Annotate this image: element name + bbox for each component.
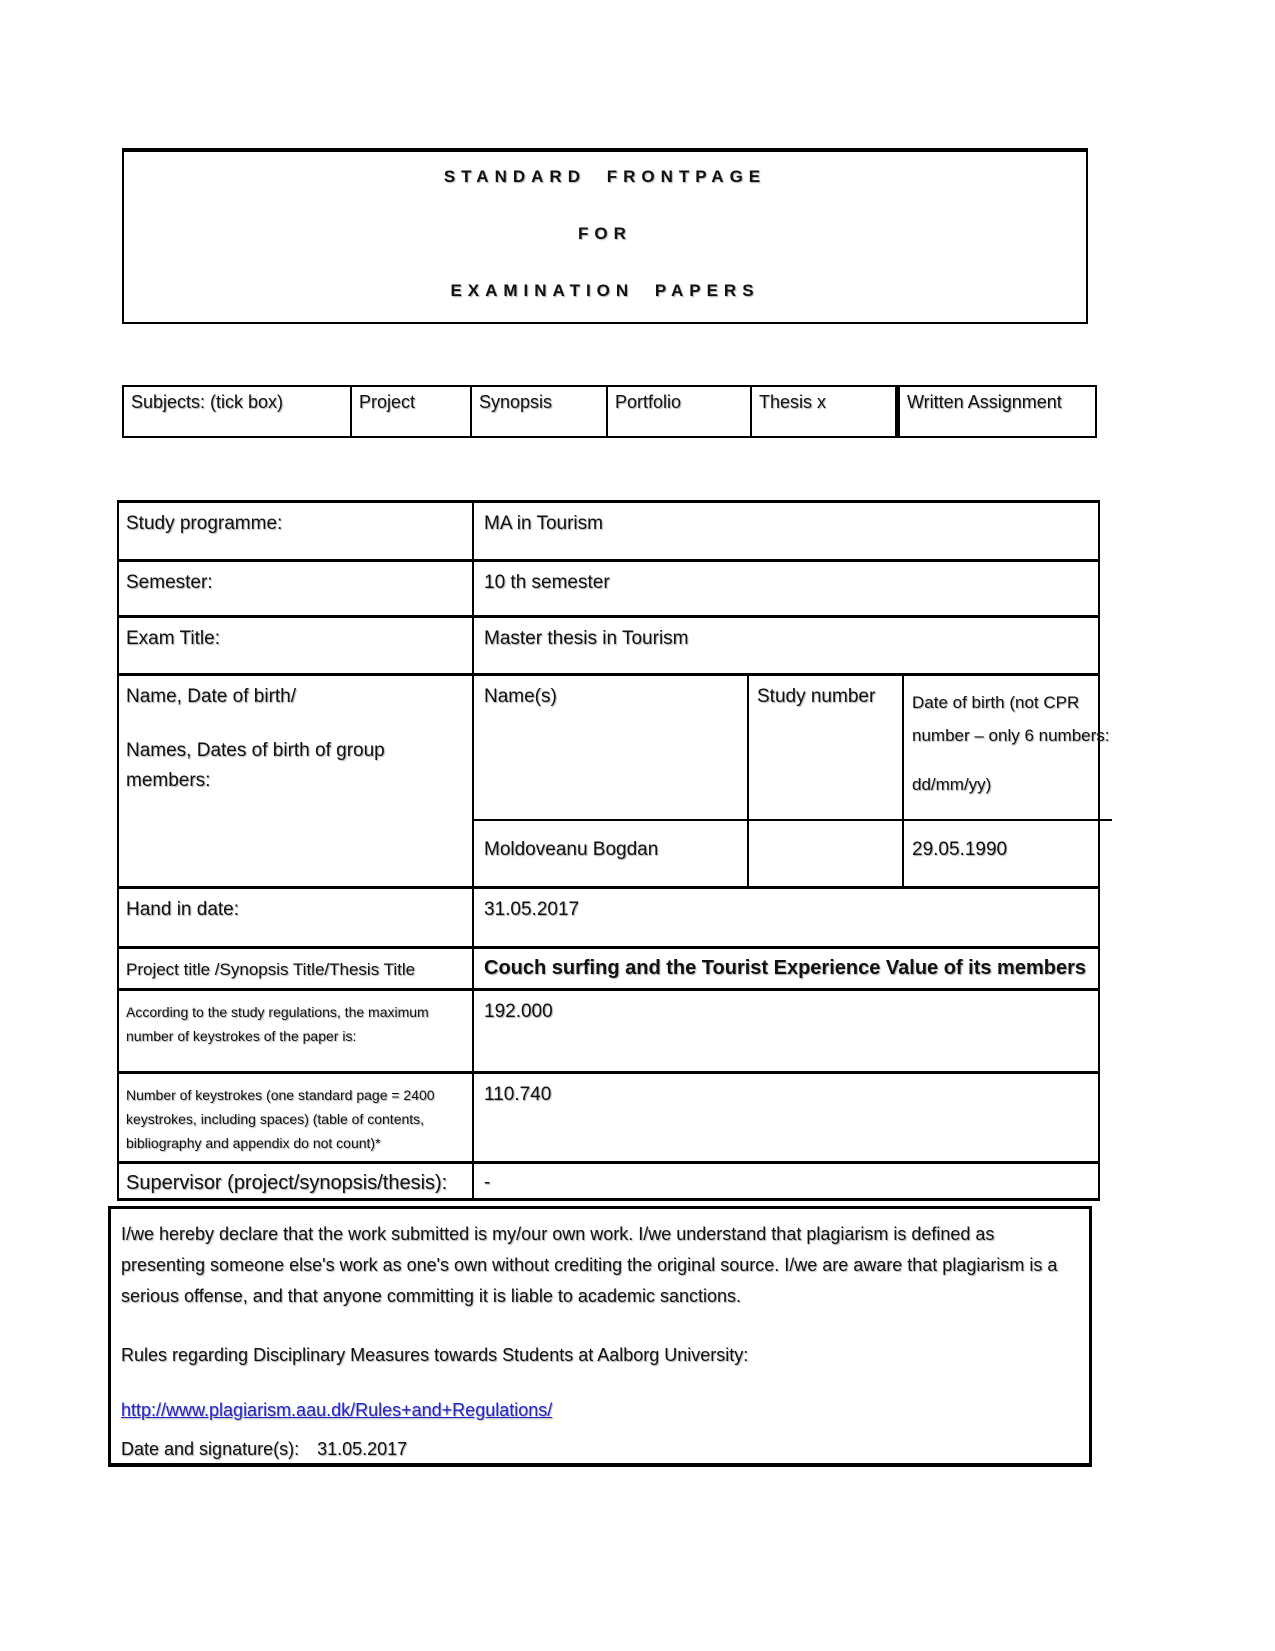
study-number-column-header: Study number xyxy=(749,676,904,819)
row-hand-in-date xyxy=(119,886,1098,946)
study-programme-label: Study programme: xyxy=(119,503,474,559)
study-programme-value: MA in Tourism xyxy=(484,513,603,534)
row-num-keystrokes xyxy=(119,1071,1098,1161)
max-keystrokes-value: 192.000 xyxy=(484,1001,553,1022)
subject-cell-thesis-ticked: Thesis x xyxy=(752,387,897,436)
names-group-label xyxy=(119,676,474,886)
names-column-header: Name(s) xyxy=(474,676,749,819)
semester-value: 10 th semester xyxy=(484,572,610,593)
row-semester xyxy=(119,559,1098,615)
num-keystrokes-label: Number of keystrokes (one standard page = 2400 keystrokes, including spaces) (table of contents, bibliography and appendix do not count)* xyxy=(119,1074,474,1161)
subject-cell-written-assignment: Written Assignment xyxy=(897,387,1095,436)
exam-title-label: Exam Title: xyxy=(119,618,474,673)
details-table xyxy=(117,500,1110,1201)
date-of-birth-column-header xyxy=(904,676,1112,819)
project-title-value: Couch surfing and the Tourist Experience Value of its members xyxy=(484,957,1086,979)
semester-label: Semester: xyxy=(119,562,474,615)
max-keystrokes-label: According to the study regulations, the maximum number of keystrokes of the paper is: xyxy=(119,991,474,1071)
row-supervisor xyxy=(119,1161,1098,1198)
declaration-paragraph: I/we hereby declare that the work submitted is my/our own work. I/we understand that plagiarism is defined as presenting someone else's work as one's own without crediting the original source. I/we are aware that plagiarism is a serious offense, and that anyone committing it is liable to academic sanctions. xyxy=(121,1224,1058,1306)
row-names-group xyxy=(119,673,1110,886)
rules-link-row xyxy=(121,1395,1077,1426)
supervisor-value: - xyxy=(484,1172,491,1193)
plagiarism-rules-link[interactable]: http://www.plagiarism.aau.dk/Rules+and+Regulations/ xyxy=(121,1400,553,1420)
dob-header-line1: Date of birth (not CPR xyxy=(912,693,1080,712)
names-label-line2: Names, Dates of birth of group members: xyxy=(126,740,385,791)
subjects-header-cell: Subjects: (tick box) xyxy=(124,387,352,436)
names-label-line1: Name, Date of birth/ xyxy=(126,686,297,707)
declaration-box xyxy=(108,1206,1092,1467)
rules-heading: Rules regarding Disciplinary Measures towards Students at Aalborg University: xyxy=(121,1345,749,1365)
member-date-of-birth: 29.05.1990 xyxy=(912,839,1008,860)
subject-cell-portfolio: Portfolio xyxy=(608,387,752,436)
row-max-keystrokes xyxy=(119,988,1098,1071)
title-line-examination-papers: EXAMINATION PAPERS xyxy=(450,281,760,300)
hand-in-date-value: 31.05.2017 xyxy=(484,899,580,920)
supervisor-label: Supervisor (project/synopsis/thesis): xyxy=(119,1164,474,1198)
num-keystrokes-value: 110.740 xyxy=(484,1084,552,1105)
date-signature-row xyxy=(121,1434,1077,1465)
row-project-title xyxy=(119,946,1098,988)
member-study-number xyxy=(749,821,904,886)
member-name: Moldoveanu Bogdan xyxy=(474,821,749,886)
names-subtable-header-row xyxy=(474,676,1112,819)
subjects-table xyxy=(122,385,1097,438)
row-exam-title xyxy=(119,615,1098,673)
frontpage-title-box xyxy=(122,148,1088,324)
title-line-standard-frontpage: STANDARD FRONTPAGE xyxy=(443,167,767,186)
date-signature-value: 31.05.2017 xyxy=(317,1439,408,1459)
project-title-label: Project title /Synopsis Title/Thesis Title xyxy=(119,949,474,988)
title-line-for: FOR xyxy=(578,224,632,243)
hand-in-date-label: Hand in date: xyxy=(119,889,474,946)
member-row xyxy=(474,819,1112,886)
names-group-subtable xyxy=(474,676,1112,886)
exam-title-value: Master thesis in Tourism xyxy=(484,628,689,649)
subject-cell-synopsis: Synopsis xyxy=(472,387,608,436)
dob-header-line2: number – only 6 numbers: xyxy=(912,726,1110,745)
dob-header-line3: dd/mm/yy) xyxy=(912,775,992,794)
date-signature-label: Date and signature(s): xyxy=(121,1439,300,1459)
subject-cell-project: Project xyxy=(352,387,472,436)
row-study-programme xyxy=(119,503,1098,559)
